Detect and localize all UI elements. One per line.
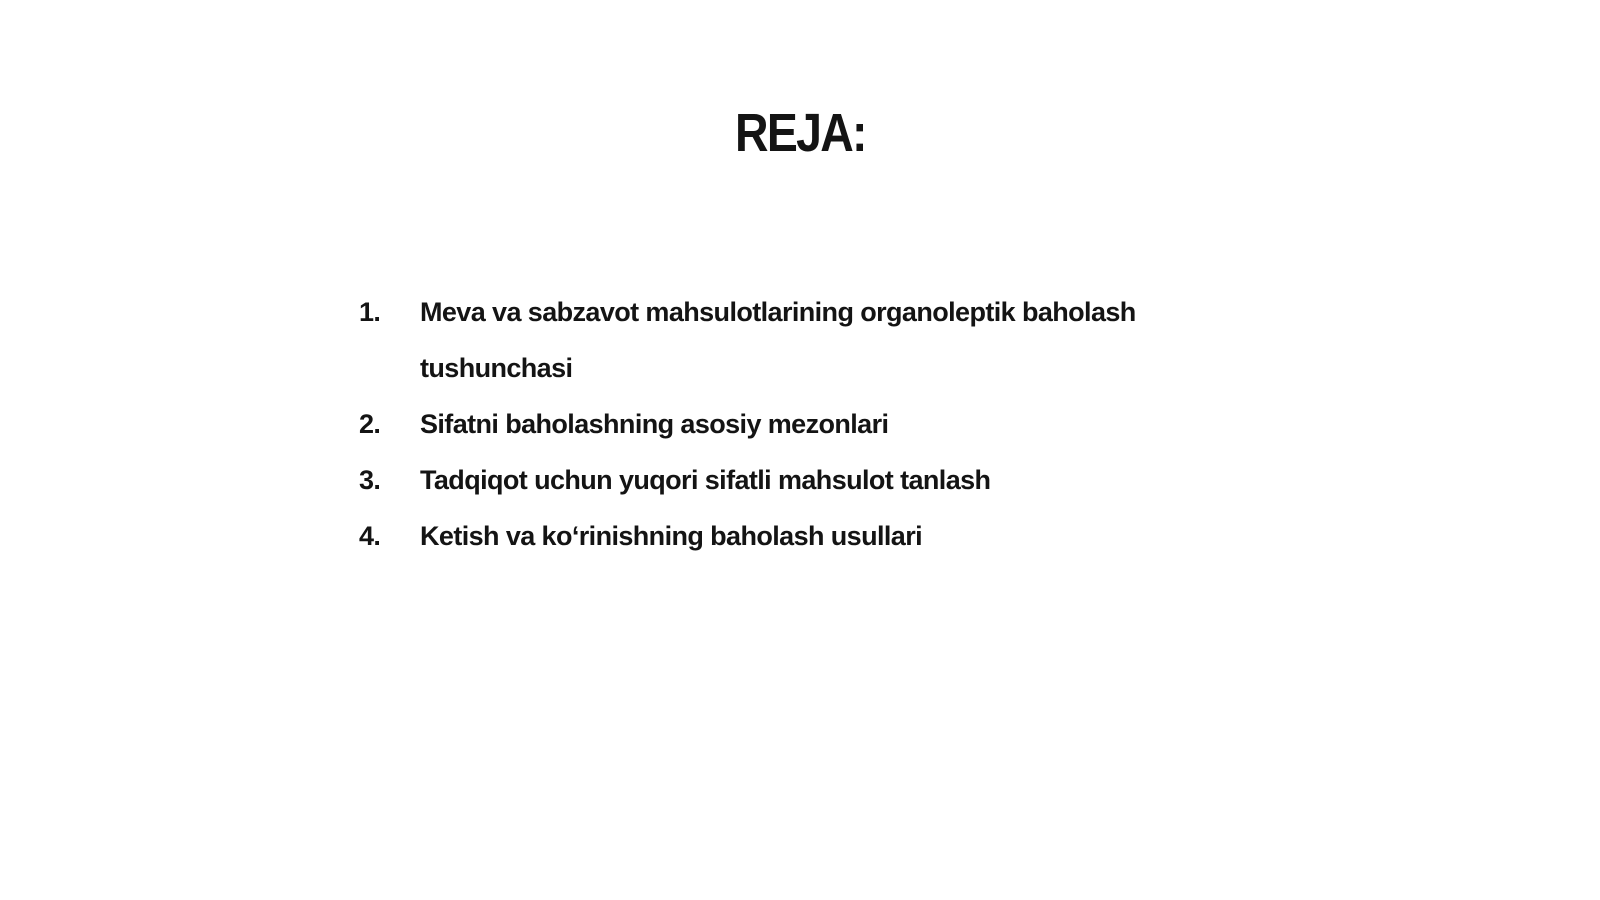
- plan-item-text: Ketish va ko‘rinishning baholash usullari: [420, 521, 923, 551]
- plan-item-text: Meva va sabzavot mahsulotlarining organoleptik baholash tushunchasi: [420, 297, 1136, 383]
- plan-item-number: 2.: [359, 409, 381, 439]
- plan-item-2: [359, 396, 1259, 452]
- plan-item-4: [359, 508, 1259, 564]
- plan-item-number: 4.: [359, 521, 381, 551]
- plan-item-1: [359, 284, 1259, 396]
- plan-list: [359, 284, 1259, 564]
- plan-item-text: Tadqiqot uchun yuqori sifatli mahsulot tanlash: [420, 465, 991, 495]
- plan-item-3: [359, 452, 1259, 508]
- slide-title: REJA:: [735, 103, 866, 163]
- plan-item-text: Sifatni baholashning asosiy mezonlari: [420, 409, 889, 439]
- plan-item-number: 1.: [359, 297, 381, 327]
- plan-item-number: 3.: [359, 465, 381, 495]
